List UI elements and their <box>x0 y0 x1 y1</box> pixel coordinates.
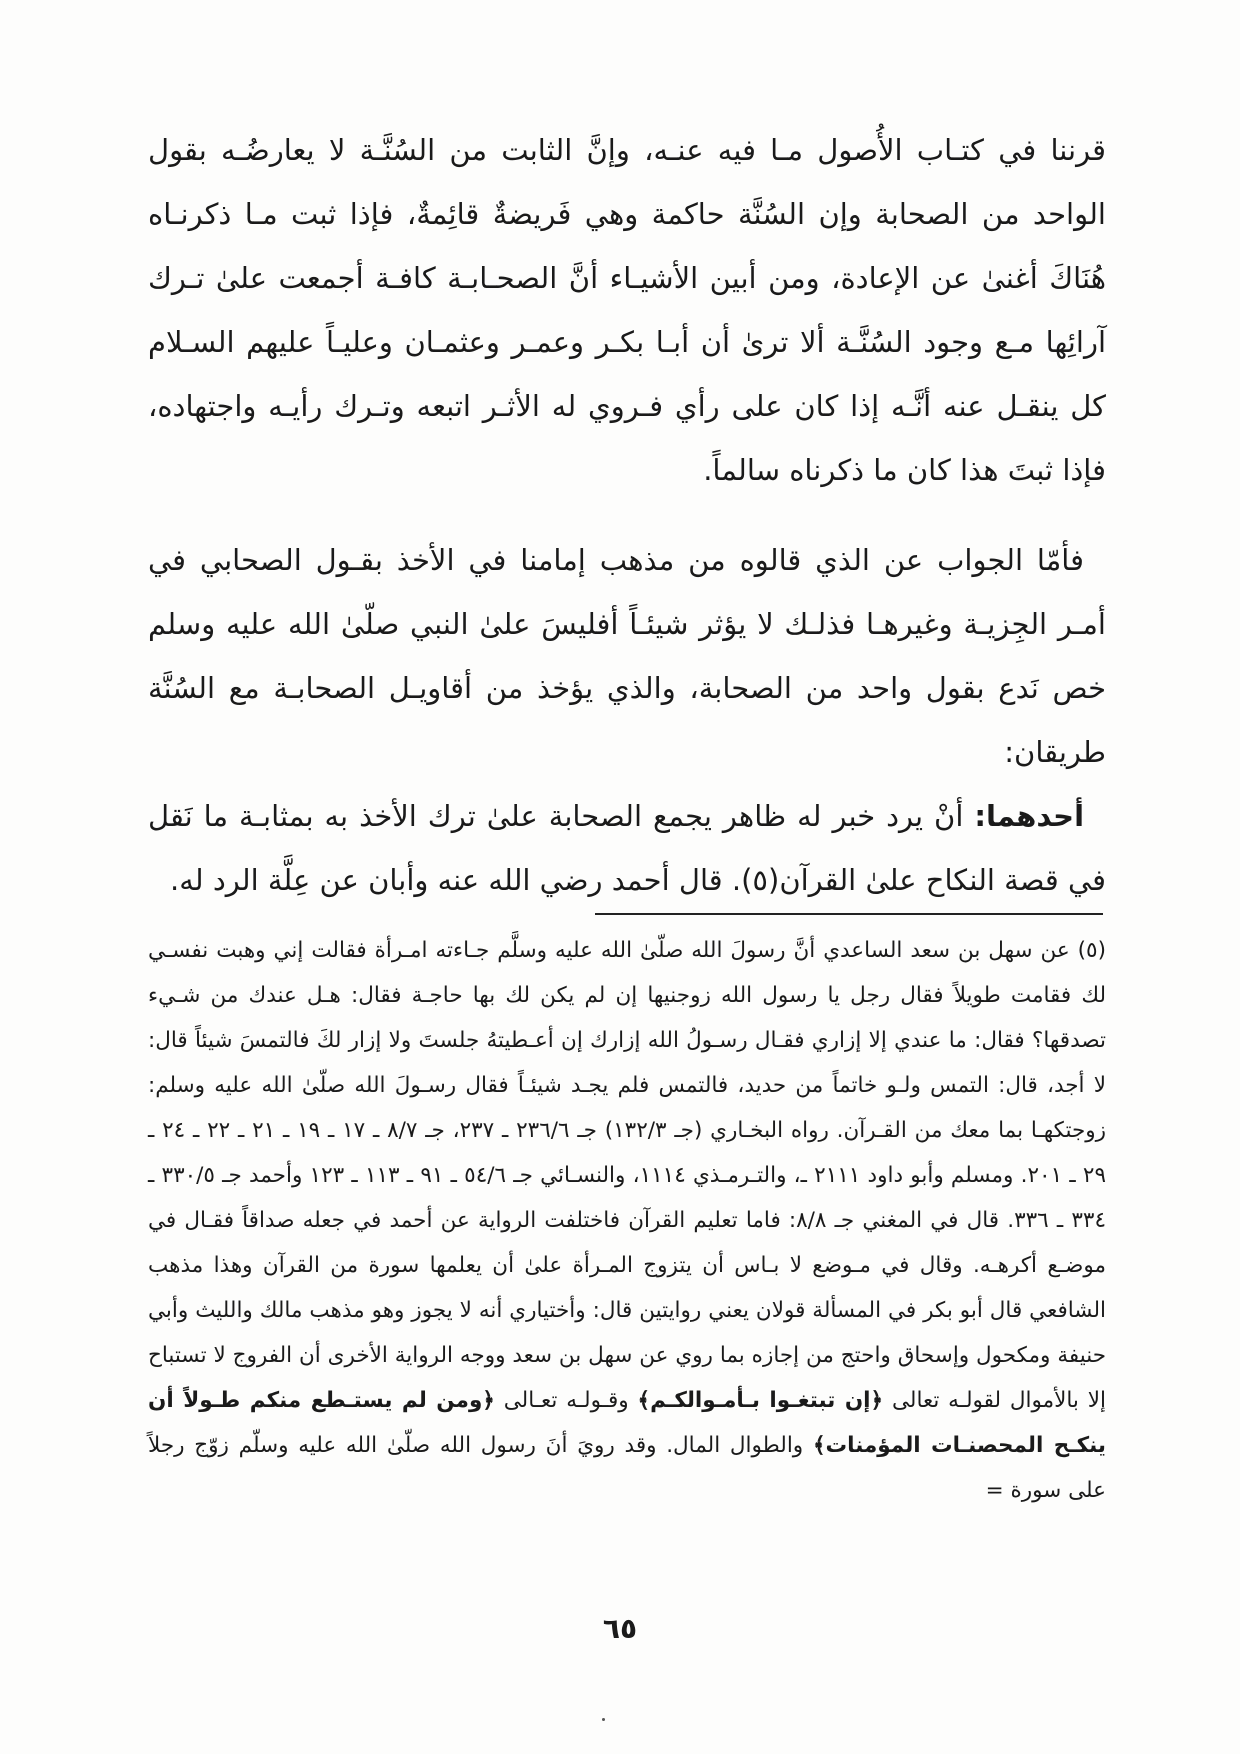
footnote-text: عن سهل بن سعد الساعدي أنَّ رسولَ الله صلّىٰ الله عليه وسلَّم جـاءته امـرأة فقالت إني وهبت نفسـي لك فقامت طويلاً فقال رجل يا رسول الله زوجنيها إن لم يكن لك بها حاجـة فقال: هـل عندك من شـيء تصدقها؟ فقال: ما عندي إلا إزاري فقـال رسـولُ الله إزارك إن أعـطيتهُ جلستَ ولا إزار لكَ فالتمسَ شيئاً قال: لا أجد، قال: التمس ولـو خاتماً من حديد، فالتمس فلم يجـد شيئـاً فقال رسـولَ الله صلّىٰ الله عليه وسلم: زوجتكهـا بما معك من القـرآن. رواه البخـاري (جـ ١٣٢/٣) جـ ٢٣٦/٦ ـ ٢٣٧، جـ ٨/٧ ـ ١٧ ـ ١٩ ـ ٢١ ـ ٢٢ ـ ٢٤ ـ ٢٩ ـ ٢٠١. ومسلم وأبو داود ٢١١١ ـ، والتـرمـذي ١١١٤، والنسـائي جـ ٥٤/٦ ـ ٩١ ـ ١١٣ ـ ١٢٣ وأحمد جـ ٣٣٠/٥ ـ ٣٣٤ ـ ٣٣٦. قال في المغني جـ ٨/٨: فاما تعليم القرآن فاختلفت الرواية عن أحمد في جعله صداقاً فقـال في موضـع أكرهـه. وقال في مـوضع لا بـاس أن يتزوج المـرأة علىٰ أن يعلمها سورة من القرآن وهذا مذهب الشافعي قال أبو بكر في المسألة قولان يعني روايتين قال: وأختياري أنه لا يجوز وهو مذهب مالك والليث وأبي حنيفة ومكحول وإسحاق واحتج من إجازه بما روي عن سهل بن سعد ووجه الرواية الأخرى أن الفروج لا تستباح إلا بالأموال لقولـه تعالى <box>148 938 1107 1413</box>
body-paragraph-1: قرننا في كتـاب الأُصول مـا فيه عنـه، وإنَّ الثابت من السُنَّـة لا يعارضُـه بقول الواحد من الصحابة وإن السُنَّة حاكمة وهي فَريضةٌ قائِمةٌ، فإذا ثبت مـا ذكرنـاه هُنَاكَ أغنىٰ عن الإعادة، ومن أبين الأشيـاء أنَّ الصحـابـة كافـة أجمعت علىٰ تـرك آرائِها مـع وجود السُنَّـة ألا ترىٰ أن أبـا بكـر وعمـر وعثمـان وعليـاً عليهم السـلام كل ينقـل عنه أنَّـه إذا كان على رأي فـروي له الأثـر اتبعه وتـرك رأيـه واجتهاده، فإذا ثبتَ هذا كان ما ذكرناه سالماً. <box>148 133 1106 487</box>
footnote-connector: وقـولـه تعـالى <box>503 1388 629 1413</box>
page-number: ٦٥ <box>602 1612 638 1645</box>
footnotes-section <box>148 928 1106 1513</box>
scan-speck <box>602 1718 605 1721</box>
main-body-text <box>148 118 1106 912</box>
body-paragraph-3-text: أنْ يرد خبر له ظاهر يجمع الصحابة علىٰ ترك الأخذ به بمثابـة ما نَقل في قصة النكاح علىٰ القرآن(٥). قال أحمد رضي الله عنه وأبان عن عِلَّة الرد له. <box>148 799 1106 897</box>
body-paragraph-2 <box>148 528 1106 784</box>
footnote-separator-rule <box>595 913 1103 915</box>
body-paragraph-3-lead: أحدهما: <box>974 799 1085 833</box>
footnote-quran-quote-2: ﴿ومن لم يستـطع منكم طـولاً أن ينكـح المحصنـات المؤمنات﴾ <box>148 1388 1106 1458</box>
body-paragraph-2-text: فأمّا الجواب عن الذي قالوه من مذهب إمامنا في الأخذ بقـول الصحابي في أمـر الجِزيـة وغيرهـا فذلـك لا يؤثر شيئـاً أفليسَ علىٰ النبي صلّىٰ الله عليه وسلم خص نَدع بقول واحد من الصحابة، والذي يؤخذ من أقاويـل الصحابـة مع السُنَّة طريقان: <box>148 543 1106 769</box>
footnote-5 <box>148 928 1106 1513</box>
body-paragraph-3 <box>148 784 1106 912</box>
footnote-tail: والطوال المال. وقد رويَ أنَ رسول الله صلّىٰ الله عليه وسلّم زوّج رجلاً على سورة = <box>148 1433 1106 1503</box>
footnote-number: (٥) <box>1077 938 1106 963</box>
footnote-quran-quote-1: ﴿إن تبتغـوا بـأمـوالكـم﴾ <box>637 1388 884 1413</box>
